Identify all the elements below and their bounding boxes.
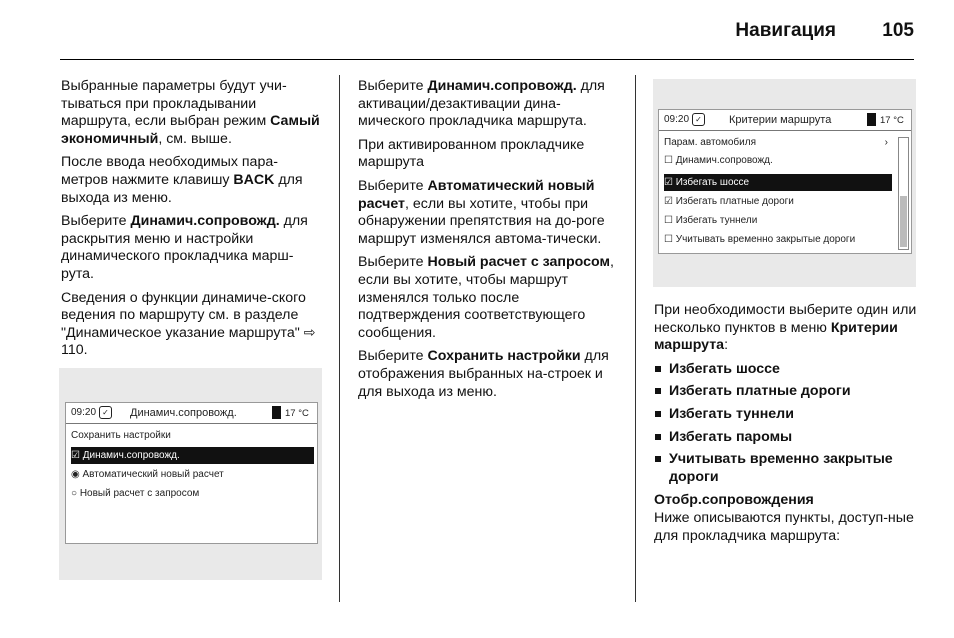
column-divider-1 bbox=[339, 75, 340, 602]
display-screen bbox=[65, 402, 318, 544]
paragraph: Выберите Автоматический новый расчет, если вы хотите, чтобы при обнаружении препятствия на до-роге маршрут изменялся автома-тически. bbox=[358, 177, 605, 247]
subheading: Отобр.сопровождения bbox=[654, 492, 814, 509]
paragraph: При активированном прокладчике маршрута bbox=[358, 136, 585, 171]
display-header bbox=[659, 110, 911, 131]
header-divider bbox=[60, 59, 914, 60]
display-screen bbox=[658, 109, 912, 254]
menu-item-avoid-toll-roads[interactable]: ☑ Избегать платные дороги bbox=[664, 196, 794, 207]
guidance-status-icon: ✓ bbox=[99, 406, 112, 419]
bullet-list bbox=[654, 361, 918, 487]
clock-time: 09:20 bbox=[71, 407, 97, 418]
menu-item-temp-closed-roads[interactable]: ☐ Учитывать временно закрытые дороги bbox=[664, 234, 856, 245]
menu-item-vehicle-params[interactable]: Парам. автомобиля › bbox=[664, 134, 892, 151]
list-item: Избегать платные дороги bbox=[654, 383, 918, 401]
menu-item-dynamic-guidance[interactable]: ☑ Динамич.сопровожд. bbox=[71, 447, 314, 464]
paragraph: Выберите Сохранить настройки для отображения выбранных на-строек и для выхода из меню. bbox=[358, 348, 609, 400]
menu-item-avoid-motorways[interactable]: ☑ Избегать шоссе bbox=[664, 174, 892, 191]
list-item: Избегать шоссе bbox=[654, 361, 918, 379]
paragraph: При необходимости выберите один или несколько пунктов в меню Критерии маршрута: bbox=[654, 302, 917, 354]
paragraph: Выберите Динамич.сопровожд. для раскрытия меню и настройки динамического прокладчика марш-рута. bbox=[61, 213, 308, 282]
display-title: Динамич.сопровожд. bbox=[130, 407, 237, 419]
temperature: 17 °C bbox=[880, 115, 904, 126]
screenshot-dynamic-guidance bbox=[59, 368, 322, 580]
paragraph: Сведения о функции динамиче-ского ведения по маршруту см. в разделе "Динамическое указание маршрута" ⇨ 110. bbox=[61, 289, 316, 359]
display-header bbox=[66, 403, 317, 424]
list-item: Избегать паромы bbox=[654, 429, 918, 447]
column-2 bbox=[358, 78, 620, 407]
temperature: 17 °C bbox=[285, 408, 309, 419]
scrollbar-thumb[interactable] bbox=[900, 196, 907, 247]
column-1 bbox=[61, 78, 323, 366]
column-3 bbox=[654, 302, 918, 551]
chevron-right-icon: › bbox=[884, 137, 888, 148]
screenshot-route-criteria bbox=[653, 79, 916, 287]
list-item: Учитывать временно закрытые дороги bbox=[654, 451, 918, 486]
paragraph: Выберите Новый расчет с запросом, если вы хотите, чтобы маршрут изменялся только после подтверждения соответствующего сообщения. bbox=[358, 254, 614, 341]
paragraph: После ввода необходимых пара-метров нажмите клавишу BACK для выхода из меню. bbox=[61, 154, 303, 206]
display-title: Критерии маршрута bbox=[729, 114, 832, 126]
clock-time: 09:20 bbox=[664, 114, 690, 125]
list-item: Избегать туннели bbox=[654, 406, 918, 424]
menu-item-save-settings[interactable]: Сохранить настройки bbox=[71, 430, 171, 441]
menu-item-avoid-tunnels[interactable]: ☐ Избегать туннели bbox=[664, 215, 758, 226]
thermometer-icon bbox=[867, 113, 876, 126]
column-divider-2 bbox=[635, 75, 636, 602]
paragraph: Ниже описываются пункты, доступ-ные для прокладчика маршрута: bbox=[654, 509, 914, 544]
menu-item-recalc-on-request[interactable]: ○ Новый расчет с запросом bbox=[71, 488, 200, 499]
section-title: Навигация bbox=[735, 20, 836, 41]
paragraph: Выбранные параметры будут учи-тываться при прокладывании маршрута, если выбран режим Самый экономичный, см. выше. bbox=[61, 78, 320, 147]
scrollbar[interactable] bbox=[898, 137, 909, 250]
guidance-status-icon: ✓ bbox=[692, 113, 705, 126]
page-number: 105 bbox=[882, 20, 914, 41]
menu-item-auto-recalc[interactable]: ◉ Автоматический новый расчет bbox=[71, 469, 224, 480]
page-reference[interactable]: 110. bbox=[61, 342, 88, 359]
paragraph: Выберите Динамич.сопровожд. для активации/дезактивации дина-мического прокладчика маршрута. bbox=[358, 78, 605, 130]
menu-item-dynamic-guidance[interactable]: ☐ Динамич.сопровожд. bbox=[664, 155, 773, 166]
thermometer-icon bbox=[272, 406, 281, 419]
arrow-icon: ⇨ bbox=[303, 324, 316, 341]
